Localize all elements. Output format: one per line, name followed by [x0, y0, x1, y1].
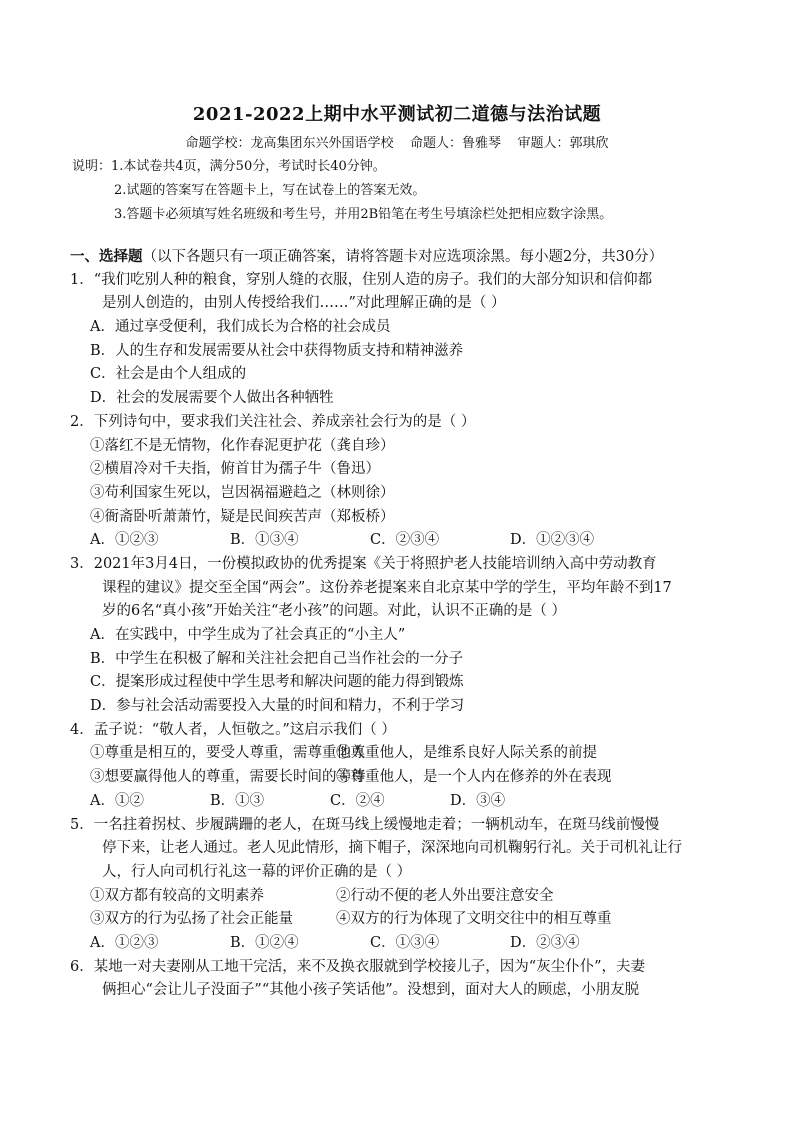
q2-option-a: A．①②③ — [90, 532, 159, 549]
q3-stem-3: 岁的6名“真小孩”开始关注“老小孩”的问题。对此，认识不正确的是（ ） — [102, 603, 566, 620]
q2-item-1: ①落红不是无情物，化作春泥更护花（龚自珍） — [90, 437, 395, 454]
q1-option-b: B．人的生存和发展需要从社会中获得物质支持和精神滋养 — [90, 342, 464, 359]
q4-item-1: ①尊重是相互的，要受人尊重，需尊重他人 — [90, 745, 366, 762]
q1-stem-2: 是别人创造的，由别人传授给我们……”对此理解正确的是（ ） — [102, 295, 506, 312]
q5-item-4: ④双方的行为体现了文明交往中的相互尊重 — [336, 911, 612, 928]
q5-item-2: ②行动不便的老人外出要注意安全 — [336, 887, 554, 904]
q4-item-4: ④尊重他人，是一个人内在修养的外在表现 — [336, 769, 612, 786]
section-instruction: （以下各题只有一项正确答案，请将答题卡对应选项涂黑。每小题2分，共30分） — [142, 249, 664, 265]
q2-option-b: B．①③④ — [230, 532, 299, 549]
q3-option-b: B．中学生在积极了解和关注社会把自己当作社会的一分子 — [90, 650, 464, 667]
q4-option-a: A．①② — [90, 792, 144, 809]
exam-title: 2021-2022上期中水平测试初二道德与法治试题 — [192, 104, 602, 125]
q1-option-a: A．通过享受便利，我们成长为合格的社会成员 — [90, 319, 391, 336]
question-content — [70, 245, 760, 1003]
q4-option-d: D．③④ — [450, 792, 506, 809]
q3-option-c: C．提案形成过程使中学生思考和解决问题的能力得到锻炼 — [90, 674, 464, 691]
q5-option-b: B．①②④ — [230, 934, 299, 951]
q4-stem: 4．孟子说：“敬人者，人恒敬之。”这启示我们（ ） — [70, 721, 396, 738]
q4-items-row-1 — [70, 742, 760, 766]
q5-option-d: D．②③④ — [510, 934, 580, 951]
exam-meta: 命题学校：龙高集团东兴外国语学校 命题人：鲁雅琴 审题人：郭琪欣 — [185, 136, 609, 151]
q3-stem-2: 课程的建议》提交至全国“两会”。这份养老提案来自北京某中学的学生，平均年龄不到17 — [102, 579, 672, 596]
section-title: 一、选择题 — [70, 248, 143, 265]
q1-stem-1: 1．“我们吃别人种的粮食，穿别人缝的衣服，住别人造的房子。我们的大部分知识和信仰都 — [70, 271, 653, 288]
q2-option-c: C．②③④ — [370, 532, 440, 549]
q4-item-3: ③想要赢得他人的尊重，需要长时间的等待 — [90, 769, 366, 786]
q2-item-2: ②横眉冷对千夫指，俯首甘为孺子牛（鲁迅） — [90, 461, 380, 478]
q5-options — [70, 932, 760, 956]
q5-stem-1: 5．一名拄着拐杖、步履蹒跚的老人，在斑马线上缓慢地走着；一辆机动车，在斑马线前慢慢 — [70, 816, 660, 833]
q1-option-c: C．社会是由个人组成的 — [90, 366, 247, 383]
q3-option-d: D．参与社会活动需要投入大量的时间和精力，不利于学习 — [90, 698, 465, 715]
q5-item-3: ③双方的行为弘扬了社会正能量 — [90, 911, 293, 928]
q5-items-row-1 — [70, 885, 760, 909]
q5-stem-3: 人，行人向司机行礼这一幕的评价正确的是（ ） — [102, 863, 412, 880]
note-1: 说明：1.本试卷共4页，满分50分，考试时长40分钟。 — [72, 159, 386, 174]
q5-stem-2: 停下来，让老人通过。老人见此情形，摘下帽子，深深地向司机鞠躬行礼。关于司机礼让行 — [102, 840, 682, 857]
q4-item-2: ②尊重他人，是维系良好人际关系的前提 — [336, 745, 597, 762]
note-2: 2.试题的答案写在答题卡上，写在试卷上的答案无效。 — [114, 183, 426, 198]
q3-stem-1: 3．2021年3月4日，一份模拟政协的优秀提案《关于将照护老人技能培训纳入高中劳动教育 — [70, 555, 657, 572]
q2-stem: 2．下列诗句中，要求我们关注社会、养成亲社会行为的是（ ） — [70, 413, 476, 430]
instructions — [72, 155, 762, 227]
note-3: 3.答题卡必须填写姓名班级和考生号，并用2B铅笔在考生号填涂栏处把相应数字涂黑。 — [114, 207, 613, 222]
q4-option-b: B．①③ — [210, 792, 265, 809]
q4-option-c: C．②④ — [330, 792, 385, 809]
q5-option-c: C．①③④ — [370, 934, 440, 951]
q3-option-a: A．在实践中，中学生成为了社会真正的“小主人” — [90, 627, 406, 643]
q6-stem-1: 6．某地一对夫妻刚从工地干完活，来不及换衣服就到学校接儿子，因为“灰尘仆仆”，夫妻 — [70, 958, 646, 975]
q2-item-4: ④衙斋卧听萧萧竹，疑是民间疾苦声（郑板桥） — [90, 508, 395, 525]
q2-item-3: ③苟利国家生死以，岂因祸福避趋之（林则徐） — [90, 484, 395, 501]
q6-stem-2: 俩担心“会让儿子没面子”“其他小孩子笑话他”。没想到，面对大人的顾虑，小朋友脱 — [102, 982, 640, 999]
q4-options — [70, 790, 760, 814]
q2-option-d: D．①②③④ — [510, 532, 595, 549]
q1-option-d: D．社会的发展需要个人做出各种牺牲 — [90, 390, 334, 407]
q5-item-1: ①双方都有较高的文明素养 — [90, 887, 264, 904]
q2-options — [70, 529, 760, 553]
q4-items-row-2 — [70, 766, 760, 790]
q5-items-row-2 — [70, 908, 760, 932]
section-heading — [70, 245, 760, 269]
q5-option-a: A．①②③ — [90, 934, 159, 951]
